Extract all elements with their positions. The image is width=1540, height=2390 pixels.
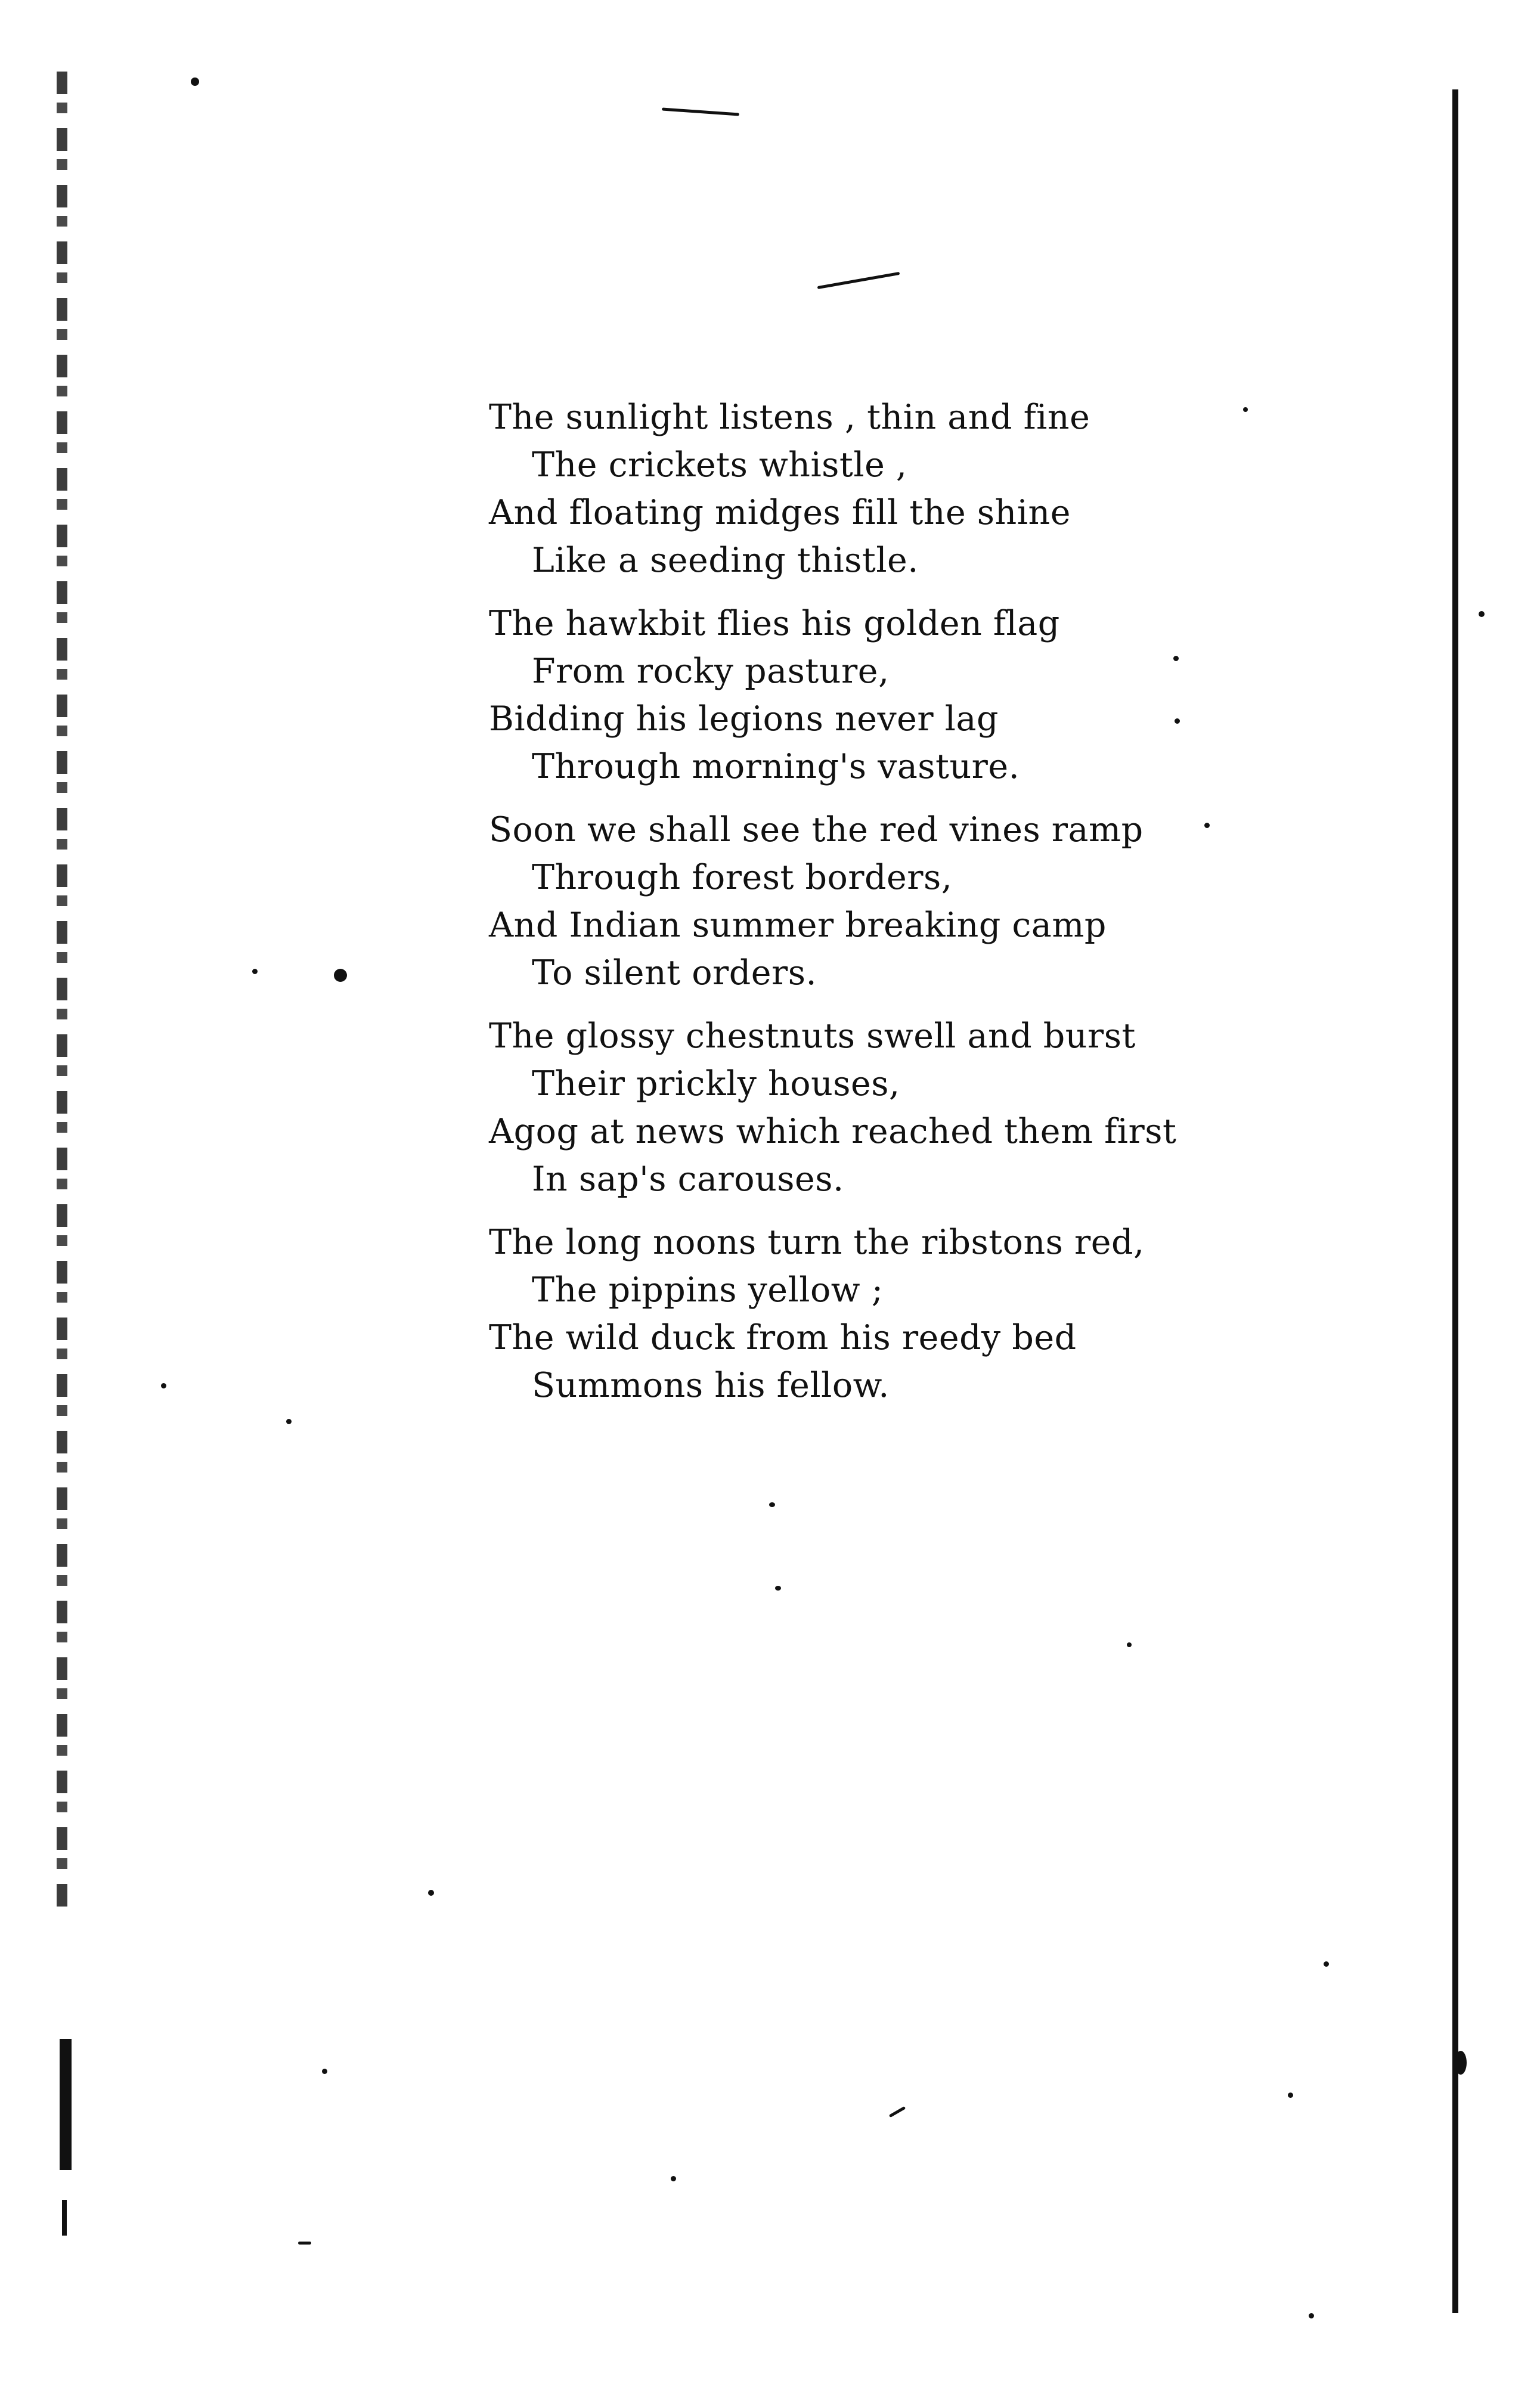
poem-line: From rocky pasture,	[532, 652, 890, 691]
scan-left-edge-mark	[62, 2200, 67, 2236]
poem-line: In sap's carouses.	[532, 1160, 844, 1199]
scan-speck	[298, 2242, 311, 2245]
scan-speck	[889, 2106, 906, 2118]
scan-right-edge	[1452, 89, 1458, 2313]
poem-line: And Indian summer breaking camp	[489, 906, 1107, 945]
scan-speck	[817, 272, 900, 289]
scan-speck	[769, 1502, 775, 1507]
stanza	[489, 806, 1228, 997]
poem-line: The crickets whistle ,	[532, 445, 907, 485]
scan-speck	[161, 1383, 166, 1388]
poem-line: To silent orders.	[532, 953, 817, 993]
poem	[489, 393, 1228, 1425]
scan-speck	[1324, 1961, 1329, 1967]
scan-speck	[334, 969, 347, 982]
stanza	[489, 1219, 1228, 1409]
scan-speck	[775, 1586, 781, 1591]
poem-line: Summons his fellow.	[532, 1366, 890, 1405]
poem-line: Through morning's vasture.	[532, 747, 1020, 786]
scan-speck	[428, 1890, 434, 1896]
stanza	[489, 1012, 1228, 1203]
scan-speck	[1309, 2313, 1314, 2318]
scan-left-edge	[57, 72, 67, 1908]
stanza	[489, 393, 1228, 584]
poem-line: Their prickly houses,	[532, 1064, 900, 1103]
scan-speck	[191, 78, 199, 86]
poem-line: The pippins yellow ;	[532, 1270, 884, 1310]
scan-speck	[1243, 407, 1248, 412]
poem-line: The sunlight listens , thin and fine	[489, 398, 1090, 437]
scan-speck	[1127, 1642, 1132, 1647]
poem-line: Through forest borders,	[532, 858, 953, 897]
poem-line: The wild duck from his reedy bed	[489, 1318, 1077, 1357]
poem-line: And floating midges fill the shine	[489, 493, 1071, 532]
poem-line: Soon we shall see the red vines ramp	[489, 810, 1144, 850]
scan-speck	[671, 2176, 676, 2181]
poem-line: The glossy chestnuts swell and burst	[489, 1016, 1136, 1056]
scan-speck	[252, 969, 258, 974]
scan-speck	[286, 1419, 292, 1424]
scan-left-edge-mark	[60, 2039, 72, 2170]
scan-speck	[662, 107, 739, 116]
scan-speck	[1288, 2093, 1293, 2098]
poem-line: The hawkbit flies his golden flag	[489, 604, 1060, 643]
poem-line: Bidding his legions never lag	[489, 699, 999, 739]
scan-speck	[1479, 611, 1485, 617]
scan-speck	[1455, 2051, 1467, 2075]
poem-line: Like a seeding thistle.	[532, 541, 919, 580]
scan-speck	[322, 2069, 327, 2074]
stanza	[489, 600, 1228, 791]
poem-line: Agog at news which reached them first	[489, 1112, 1177, 1151]
poem-line: The long noons turn the ribstons red,	[489, 1223, 1145, 1262]
